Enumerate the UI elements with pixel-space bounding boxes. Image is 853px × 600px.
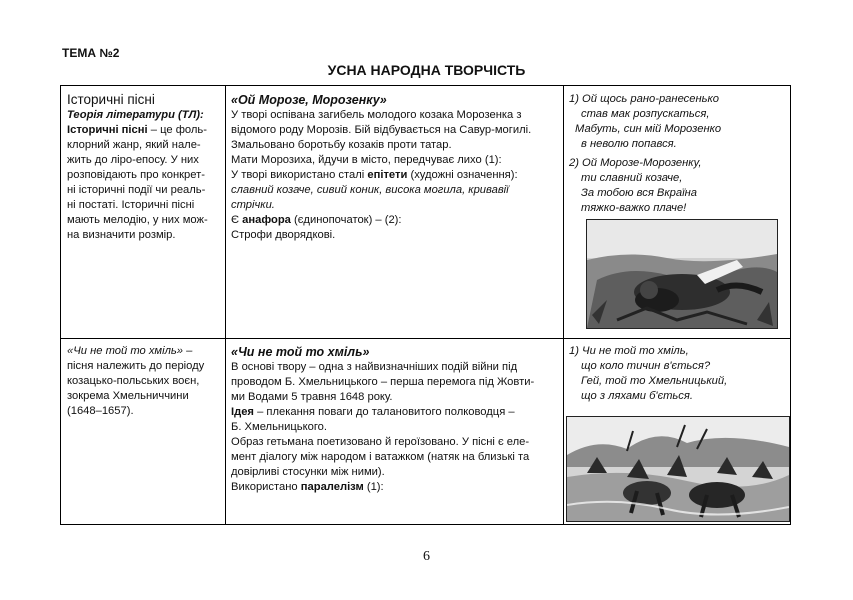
idea-line-cont: Б. Хмельницького.: [231, 421, 327, 433]
row2-analysis-cell: [231, 344, 557, 495]
analysis-line: проводом Б. Хмельницького – перша перемога під Жовти-: [231, 376, 535, 388]
definition-line: ні історичні події чи реаль-: [67, 184, 206, 196]
definition-line: розповідають про конкрет-: [67, 169, 205, 181]
content-table: [60, 85, 791, 525]
analysis-line: ми Водами 5 травня 1648 року.: [231, 391, 393, 403]
definition-line: на визначити розмір.: [67, 229, 176, 241]
term: Історичні пісні: [67, 124, 148, 136]
context-line: зокрема Хмельниччини: [67, 390, 189, 402]
analysis-line: відомого роду Морозів. Бій відбувається на Савур-могилі.: [231, 124, 532, 136]
context-line: козацько-польських воєн,: [67, 375, 200, 387]
column-divider-2: [563, 86, 564, 524]
poem-line: що коло тичин в'ється?: [581, 360, 711, 372]
poem-line: Мабуть, син мій Морозенко: [575, 123, 722, 135]
definition-line: ні постаті. Історичні пісні: [67, 199, 195, 211]
poem-line: Гей, той то Хмельницький,: [581, 375, 728, 387]
poem-line: в неволю попався.: [581, 138, 677, 150]
battle-scene-illustration: [566, 416, 790, 522]
page-title: УСНА НАРОДНА ТВОРЧІСТЬ: [327, 62, 526, 78]
definition-line: мають мелодію, у них мож-: [67, 214, 208, 226]
poem-line: що з ляхами б'ється.: [581, 390, 693, 402]
poem-line: 1) Ой щось рано-ранесенько: [569, 93, 720, 105]
analysis-line: В основі твору – одна з найвизначніших подій війни під: [231, 361, 518, 373]
poem-line: За тобою вся Вкраїна: [581, 187, 697, 199]
analysis-line: мент діалогу між народом і ватажком (натяк на близькі та: [231, 451, 530, 463]
definition-line: клорний жанр, який нале-: [67, 139, 201, 151]
poem-line: тяжко-важко плаче!: [581, 202, 687, 214]
analysis-line: Змальовано боротьбу козаків проти татар.: [231, 139, 452, 151]
song-title-moroze: «Ой Морозе, Морозенку»: [231, 93, 387, 107]
poem-line: 1) Чи не той то хміль,: [569, 345, 689, 357]
poem-line: став мак розпускаться,: [581, 108, 710, 120]
epithets-list-cont: стрічки.: [231, 199, 275, 211]
row-divider: [61, 338, 790, 339]
analysis-line: У творі оспівана загибель молодого козака Морозенка з: [231, 109, 522, 121]
poem-line: 2) Ой Морозе-Морозенку,: [569, 157, 702, 169]
theory-label: Теорія літератури (ТЛ):: [67, 109, 204, 121]
idea-line: Ідея – плекання поваги до талановитого полководця –: [231, 406, 515, 418]
analysis-line: довірливі стосунки між ними).: [231, 466, 385, 478]
column-divider-1: [225, 86, 226, 524]
row1-heading: Історичні пісні: [67, 92, 155, 107]
context-line: пісня належить до періоду: [67, 360, 205, 372]
row1-theory-cell: [67, 92, 219, 243]
row2-poem-cell: [569, 344, 784, 404]
row2-context-cell: [67, 344, 219, 419]
parallelism-line: Використано паралелізм (1):: [231, 481, 384, 493]
poem-line: ти славний козаче,: [581, 172, 683, 184]
definition-line-0: Історичні пісні – це фоль-: [67, 124, 207, 136]
wounded-cossack-illustration: [586, 219, 778, 329]
definition-line: жить до ліро-епосу. У них: [67, 154, 199, 166]
anaphora-line: Є анафора (єдинопочаток) – (2):: [231, 214, 402, 226]
topic-label: ТЕМА №2: [62, 46, 120, 60]
song-ref: «Чи не той то хміль» –: [67, 345, 193, 357]
song-title-khmil: «Чи не той то хміль»: [231, 345, 370, 359]
stanzas-line: Строфи дворядкові.: [231, 229, 336, 241]
context-line: (1648–1657).: [67, 405, 134, 417]
page-number: 6: [423, 549, 430, 564]
analysis-line: Мати Морозиха, йдучи в місто, передчуває лихо (1):: [231, 154, 502, 166]
row1-analysis-cell: [231, 92, 557, 243]
analysis-line: Образ гетьмана поетизовано й героїзовано. У пісні є еле-: [231, 436, 530, 448]
epithets-line: У творі використано сталі епітети (художні означення):: [231, 169, 518, 181]
row1-poem-cell: [569, 92, 784, 216]
epithets-list: славний козаче, сивий коник, висока могила, кривавії: [231, 184, 509, 196]
